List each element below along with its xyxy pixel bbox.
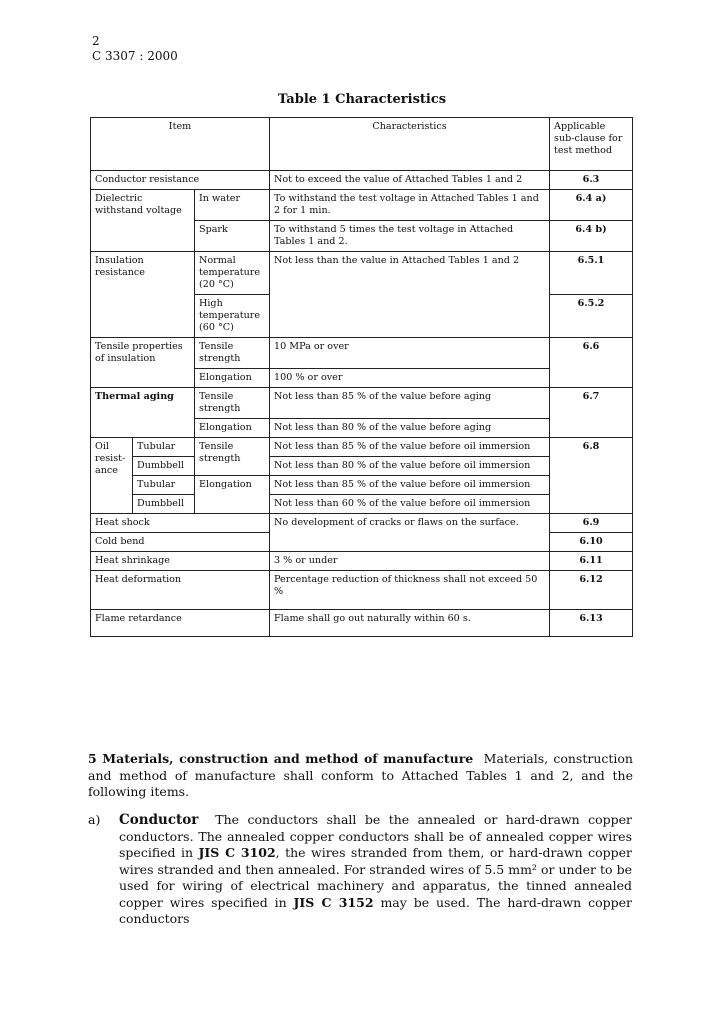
table-row: Tensile properties of insulation Tensile strength 10 MPa or over 6.6 — [91, 338, 633, 369]
document-id: C 3307 : 2000 — [92, 49, 178, 63]
header-item: Item — [91, 118, 270, 171]
item-a-text: Conductor The conductors shall be the annealed or hard-drawn copper conductors. The annealed copper conductors shall be of annealed copper wires specified in JIS C 3102, the wires stranded from them, or hard-drawn copper wires stranded and then annealed. For stranded wires of 5.5 mm² or under to be used for wiring of electrical machinery and apparatus, the tinned annealed copper wires specified in JIS C 3152 may be used. The hard-drawn copper conductors — [119, 812, 633, 926]
table-row: Tubular Elongation Not less than 85 % of the value before oil immersion — [91, 476, 633, 495]
table-row: Heat deformation Percentage reduction of thickness shall not exceed 50 % 6.12 — [91, 571, 633, 610]
characteristics-table — [90, 117, 633, 637]
section-5-text: Materials, construction and method of manufacture shall conform to Attached Tables 1 and 2, and the following items. — [88, 751, 633, 799]
jis-reference: JIS C 3102 — [198, 845, 276, 860]
header-characteristics: Characteristics — [270, 118, 550, 171]
table-row: Thermal aging Tensile strength Not less than 85 % of the value before aging 6.7 — [91, 388, 633, 419]
table-row: Heat shock No development of cracks or flaws on the surface. 6.9 — [91, 514, 633, 533]
table-row: Dumbbell Not less than 80 % of the value before oil immersion — [91, 457, 633, 476]
section-5-paragraph — [88, 751, 633, 801]
table-row: Conductor resistance Not to exceed the value of Attached Tables 1 and 2 6.3 — [91, 171, 633, 190]
page-header — [92, 34, 178, 64]
table-row: Spark To withstand 5 times the test voltage in Attached Tables 1 and 2. 6.4 b) — [91, 221, 633, 252]
page-number: 2 — [92, 34, 100, 48]
table-row: High temperature (60 °C) 6.5.2 — [91, 295, 633, 338]
table-row: Oil resist-ance Tubular Tensile strength Not less than 85 % of the value before oil immersion 6.8 — [91, 438, 633, 457]
table-row: Flame retardance Flame shall go out naturally within 60 s. 6.13 — [91, 610, 633, 637]
item-a-label: a) — [88, 812, 101, 827]
table-row: Cold bend 6.10 — [91, 533, 633, 552]
table-title: Table 1 Characteristics — [277, 92, 447, 107]
table-row: Dumbbell Not less than 60 % of the value before oil immersion — [91, 495, 633, 514]
section-5-heading: 5 Materials, construction and method of manufacture — [88, 751, 474, 766]
table-header-row — [91, 118, 633, 171]
table-row: Dielectric withstand voltage In water To withstand the test voltage in Attached Tables 1 and 2 for 1 min. 6.4 a) — [91, 190, 633, 221]
table-row: Elongation Not less than 80 % of the value before aging — [91, 419, 633, 438]
item-a-heading: Conductor — [119, 812, 199, 828]
header-subclause: Applicable sub-clause for test method — [550, 118, 633, 171]
table-row: Heat shrinkage 3 % or under 6.11 — [91, 552, 633, 571]
table-row: Insulation resistance Normal temperature (20 °C) Not less than the value in Attached Tables 1 and 2 6.5.1 — [91, 252, 633, 295]
jis-reference: JIS C 3152 — [293, 894, 374, 910]
table-row: Elongation 100 % or over — [91, 369, 633, 388]
